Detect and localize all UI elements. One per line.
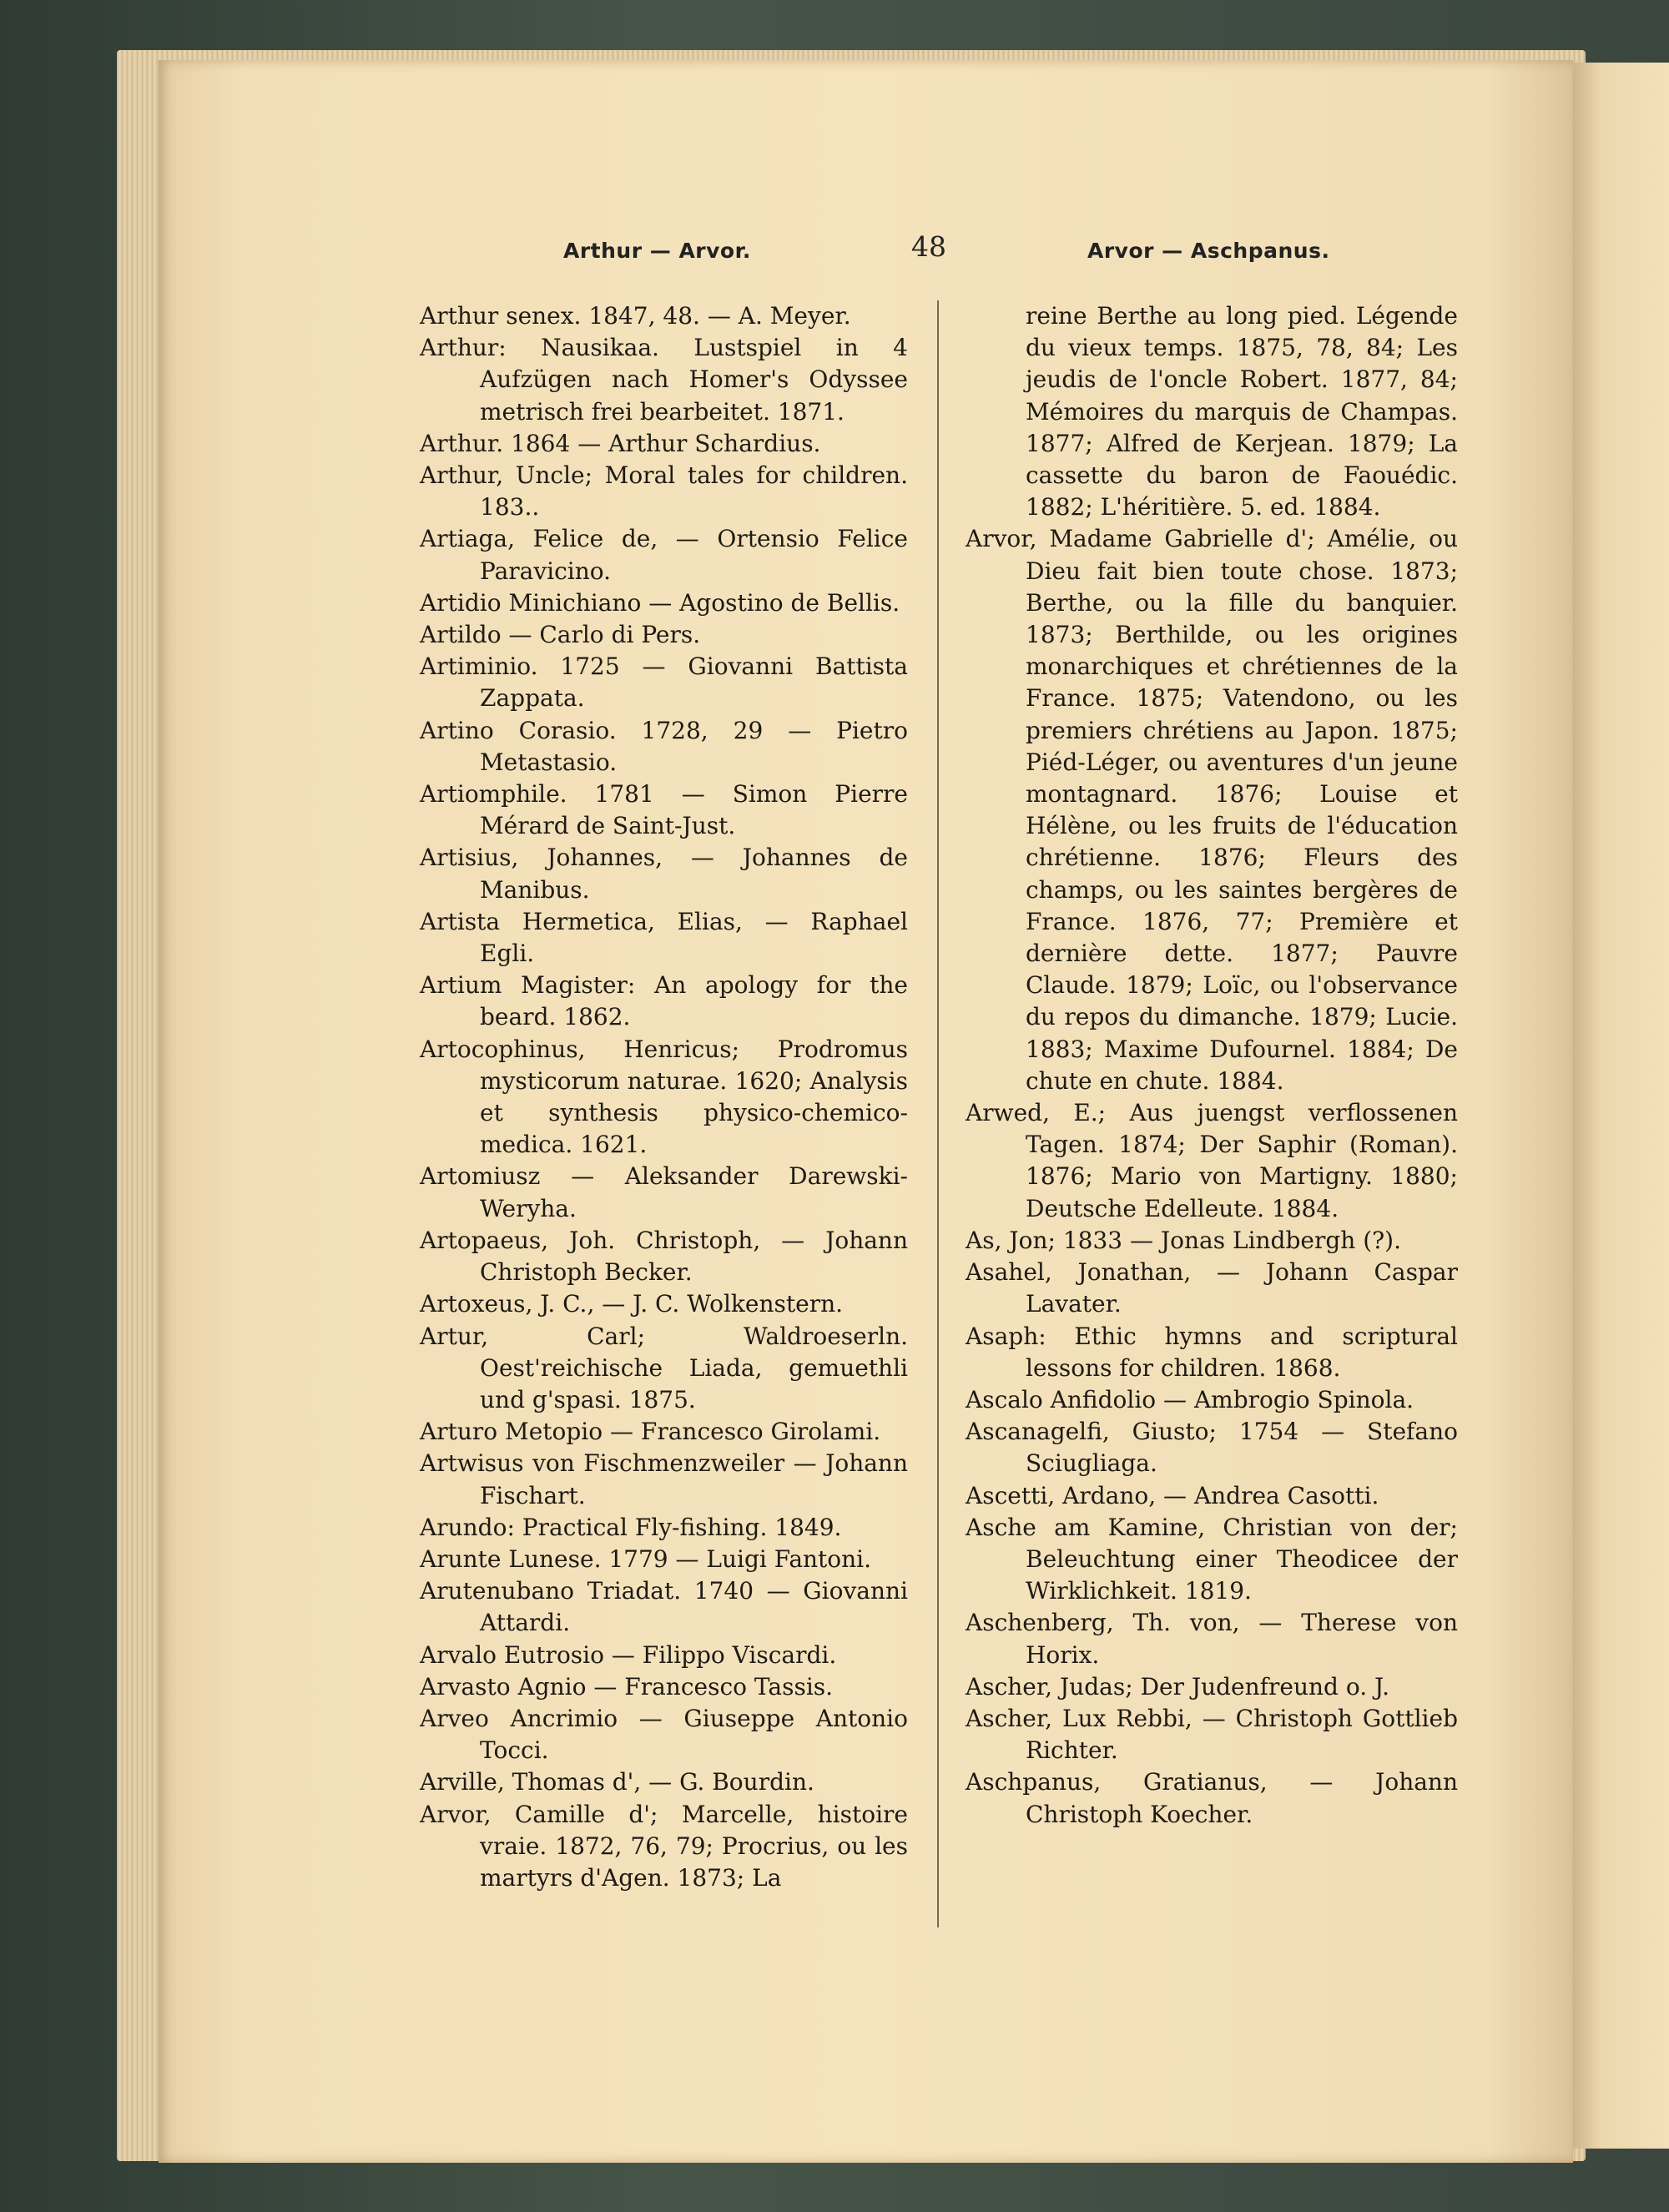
entry: Arvasto Agnio — Francesco Tassis.	[420, 1672, 834, 1701]
entry: Ascher, Judas; Der Judenfreund o. J.	[966, 1672, 1389, 1701]
entry: Arthur: Nausikaa. Lustspiel in 4 Aufzügen nach Homer's Odyssee metrisch frei bearbeitet. 1871.	[420, 334, 908, 426]
entry: Artista Hermetica, Elias, — Raphael Egli.	[420, 907, 908, 968]
entry: Arturo Metopio — Francesco Girolami.	[420, 1418, 881, 1446]
entry: Arthur, Uncle; Moral tales for children. 183..	[420, 461, 908, 522]
entry: Artwisus von Fischmenzweiler — Johann Fischart.	[420, 1449, 908, 1509]
entry: Arthur. 1864 — Arthur Schardius.	[420, 429, 821, 457]
entry: Aschpanus, Gratianus, — Johann Christoph Koecher.	[966, 1768, 1458, 1828]
entry: Artisius, Johannes, — Johannes de Manibus.	[420, 844, 908, 904]
entry: Ascanagelfi, Giusto; 1754 — Stefano Sciugliaga.	[966, 1418, 1458, 1478]
entry: Ascher, Lux Rebbi, — Christoph Gottlieb Richter.	[966, 1704, 1458, 1765]
right-column	[966, 300, 1458, 1831]
entry: Artiaga, Felice de, — Ortensio Felice Paravicino.	[420, 525, 908, 585]
entry: Artium Magister: An apology for the beard. 1862.	[420, 971, 908, 1031]
entry: Arvor, Camille d'; Marcelle, histoire vraie. 1872, 76, 79; Procrius, ou les martyrs d'Agen. 1873; La	[420, 1800, 908, 1892]
entry: Asahel, Jonathan, — Johann Caspar Lavater.	[966, 1258, 1458, 1318]
entry: Arveo Ancrimio — Giuseppe Antonio Tocci.	[420, 1704, 908, 1765]
column-divider	[937, 300, 939, 1927]
entry: Artoxeus, J. C., — J. C. Wolkenstern.	[420, 1290, 844, 1318]
entry: Artiomphile. 1781 — Simon Pierre Mérard de Saint-Just.	[420, 780, 908, 840]
running-head-right: Arvor — Aschpanus.	[1087, 239, 1330, 263]
entry: As, Jon; 1833 — Jonas Lindbergh (?).	[966, 1226, 1401, 1254]
entry: Arundo: Practical Fly-fishing. 1849.	[420, 1513, 842, 1541]
entry: Artino Corasio. 1728, 29 — Pietro Metastasio.	[420, 716, 908, 776]
entry-continuation: reine Berthe au long pied. Légende du vieux temps. 1875, 78, 84; Les jeudis de l'oncle Robert. 1877, 84; Mémoires du marquis de Champas. 1877; Alfred de Kerjean. 1879; La cassette du baron de Faouédic. 1882; L'héritière. 5. ed. 1884.	[1026, 302, 1458, 522]
entry: Arunte Lunese. 1779 — Luigi Fantoni.	[420, 1544, 872, 1573]
entry: Arvalo Eutrosio — Filippo Viscardi.	[420, 1640, 837, 1669]
entry: Arutenubano Triadat. 1740 — Giovanni Attardi.	[420, 1577, 908, 1637]
entry: Artildo — Carlo di Pers.	[420, 621, 701, 649]
entry: Asaph: Ethic hymns and scriptural lessons for children. 1868.	[966, 1322, 1458, 1382]
entry: Artidio Minichiano — Agostino de Bellis.	[420, 588, 900, 617]
entry: Arville, Thomas d', — G. Bourdin.	[420, 1768, 814, 1796]
entry: Artur, Carl; Waldroeserln. Oest'reichische Liada, gemuethli und g'spasi. 1875.	[420, 1322, 908, 1413]
page-number: 48	[911, 230, 946, 263]
entry: Aschenberg, Th. von, — Therese von Horix.	[966, 1609, 1458, 1669]
entry: Artocophinus, Henricus; Prodromus mysticorum naturae. 1620; Analysis et synthesis physico-chemico-medica. 1621.	[420, 1035, 908, 1159]
running-head-left: Arthur — Arvor.	[563, 239, 751, 263]
entry: Ascalo Anfidolio — Ambrogio Spinola.	[966, 1385, 1414, 1413]
entry: Arthur senex. 1847, 48. — A. Meyer.	[420, 302, 851, 330]
entry: Artiminio. 1725 — Giovanni Battista Zappata.	[420, 653, 908, 713]
facing-page-edge	[1573, 63, 1669, 2149]
entry: Ascetti, Ardano, — Andrea Casotti.	[966, 1481, 1379, 1509]
entry: Artomiusz — Aleksander Darewski-Weryha.	[420, 1162, 908, 1222]
entry: Asche am Kamine, Christian von der; Beleuchtung einer Theodicee der Wirklichkeit. 1819.	[966, 1513, 1458, 1605]
entry: Artopaeus, Joh. Christoph, — Johann Christoph Becker.	[420, 1226, 908, 1287]
entry: Arvor, Madame Gabrielle d'; Amélie, ou Dieu fait bien toute chose. 1873; Berthe, ou la fille du banquier. 1873; Berthilde, ou les origines monarchiques et chrétiennes de la France. 1875; Vatendono, ou les premiers chrétiens au Japon. 1875; Piéd-Léger, ou aventures d'un jeune montagnard. 1876; Louise et Hélène, ou les fruits de l'éducation chrétienne. 1876; Fleurs des champs, ou les saintes bergères de France. 1876, 77; Première et dernière dette. 1877; Pauvre Claude. 1879; Loïc, ou l'observance du repos du dimanche. 1879; Lucie. 1883; Maxime Dufournel. 1884; De chute en chute. 1884.	[966, 525, 1458, 1095]
entry: Arwed, E.; Aus juengst verflossenen Tagen. 1874; Der Saphir (Roman). 1876; Mario von Martigny. 1880; Deutsche Edelleute. 1884.	[966, 1099, 1458, 1222]
left-column	[420, 300, 908, 1894]
